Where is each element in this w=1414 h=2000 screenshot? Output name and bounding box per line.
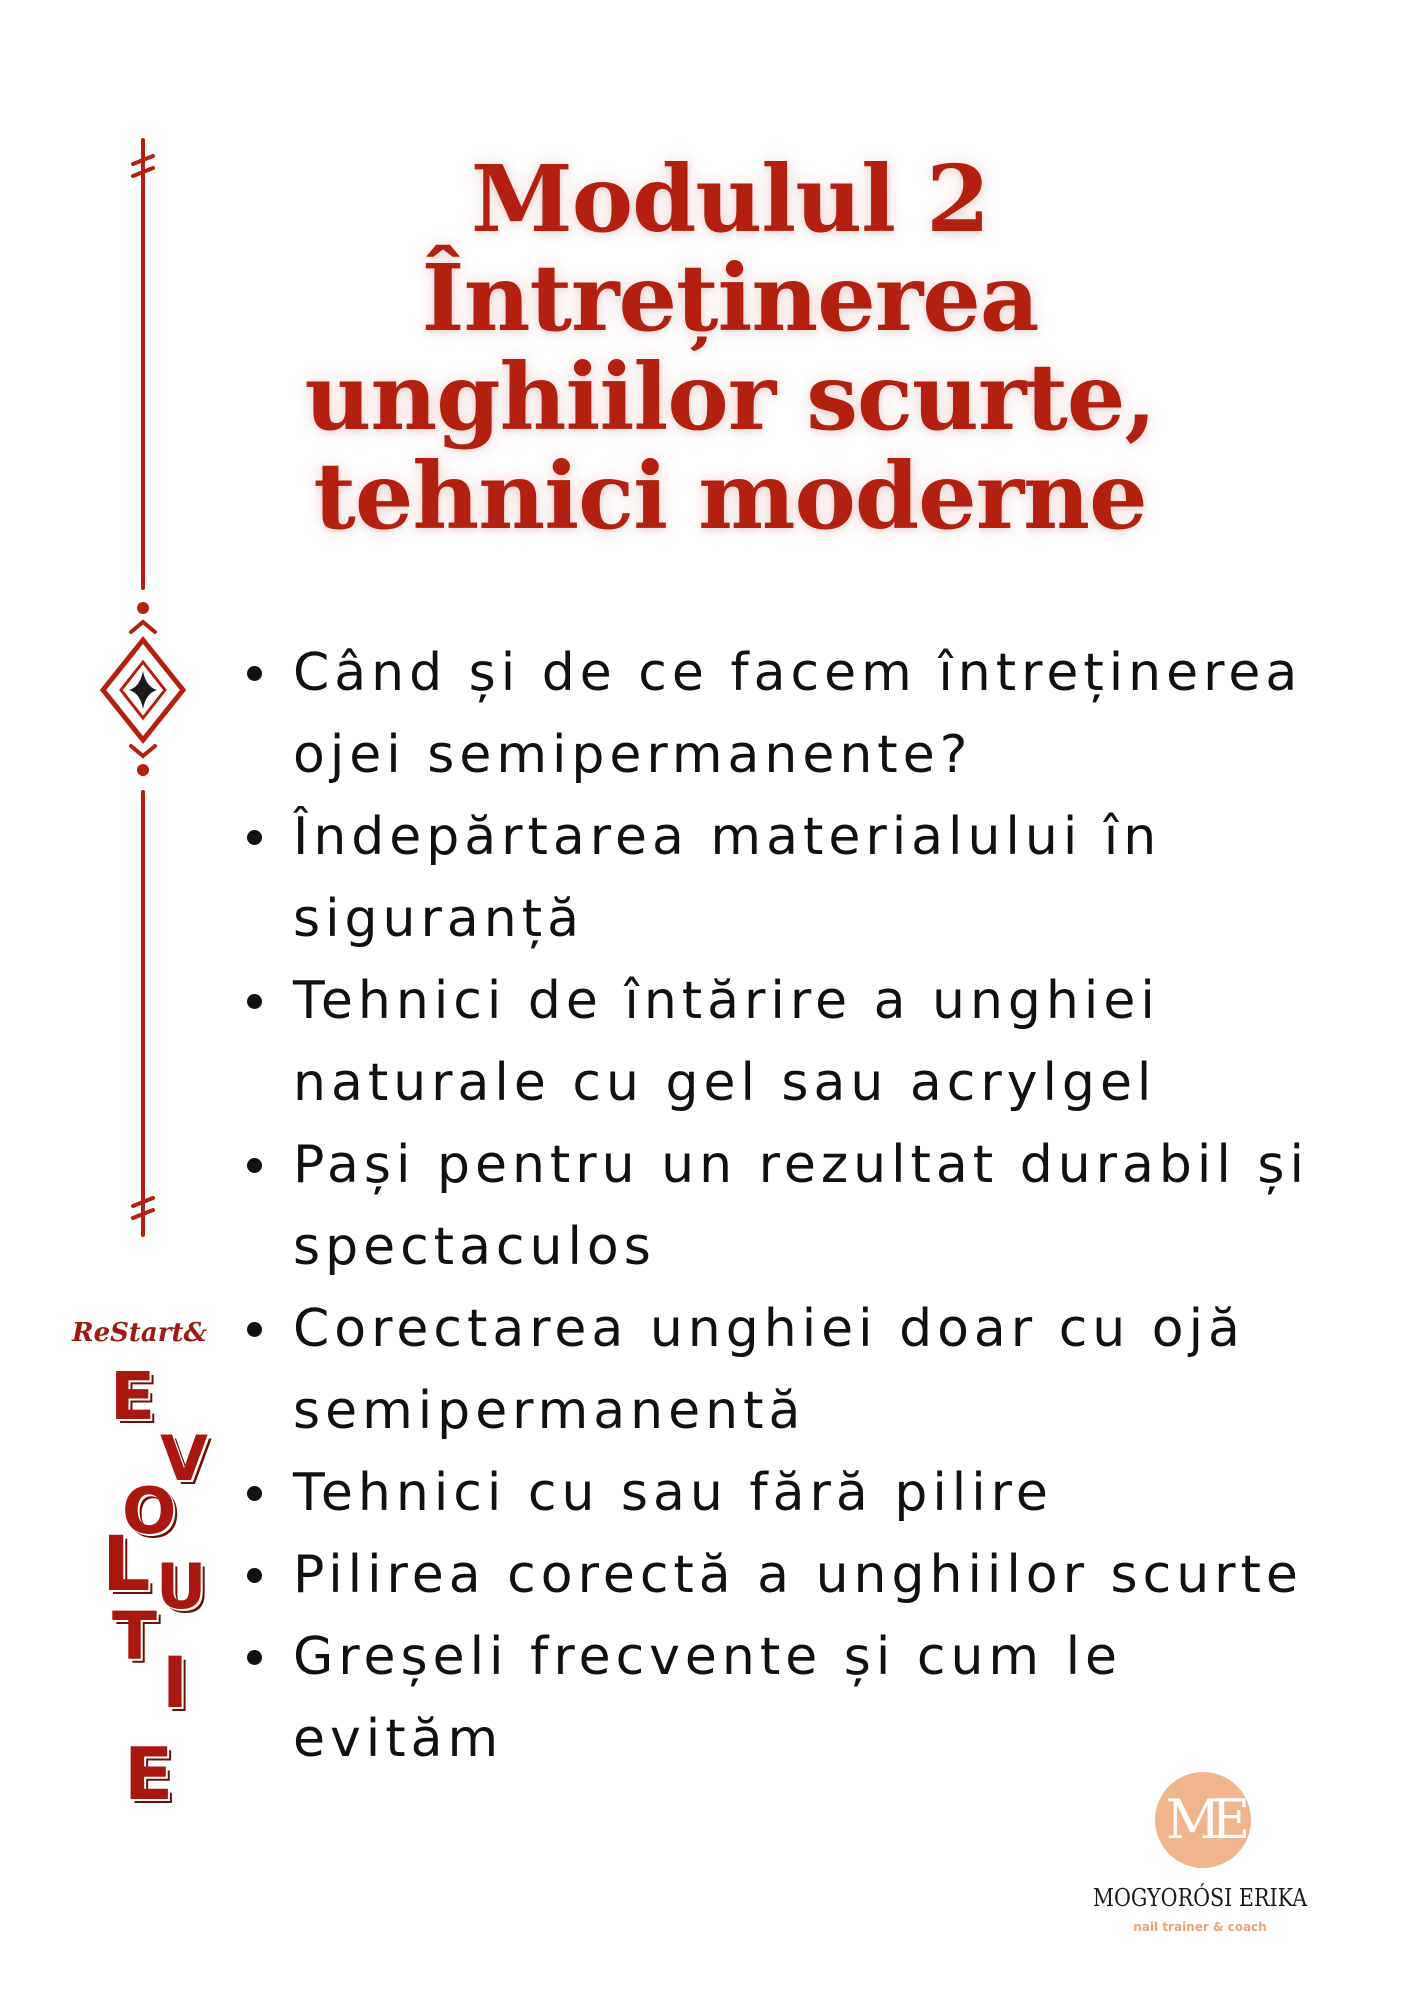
list-item-line: Îndepărtarea materialului în <box>293 807 1162 867</box>
author-logo <box>1060 1772 1340 1947</box>
list-item <box>235 1288 1355 1452</box>
evolutie-letter: E <box>110 1358 156 1435</box>
evolutie-logo <box>72 1318 222 1828</box>
list-item <box>235 1534 1355 1616</box>
list-item-line: ojei semipermanente? <box>293 725 973 785</box>
list-item-line: naturale cu gel sau acrylgel <box>293 1053 1157 1113</box>
divider-rule-icon <box>85 130 205 1250</box>
evolutie-letter: V <box>160 1422 208 1495</box>
bullet-icon <box>247 1158 262 1173</box>
list-item-line: spectaculos <box>293 1217 656 1277</box>
list-item-line: Când și de ce facem întreținerea <box>293 643 1303 703</box>
monogram-icon <box>1155 1772 1251 1868</box>
list-item-line: semipermanentă <box>293 1381 806 1441</box>
list-item <box>235 960 1355 1124</box>
evolutie-letter: O <box>122 1475 177 1549</box>
title-line: Modulul 2 <box>470 145 990 253</box>
bullet-icon <box>247 1568 262 1583</box>
list-item-line: Pilirea corectă a unghiilor scurte <box>293 1545 1303 1605</box>
list-item <box>235 1452 1355 1534</box>
title-line: Întreținerea <box>421 244 1039 352</box>
restart-label: ReStart& <box>72 1318 207 1348</box>
list-item-line: Corectarea unghiei doar cu ojă <box>293 1299 1245 1359</box>
bullet-icon <box>247 1322 262 1337</box>
topics-list <box>235 632 1355 1780</box>
page-title <box>300 145 1160 550</box>
bullet-icon <box>247 1486 262 1501</box>
monogram-text: ME <box>1165 1788 1241 1851</box>
title-line: unghiilor scurte, <box>304 343 1156 451</box>
author-name: MOGYORÓSI ERIKA <box>1092 1884 1308 1912</box>
list-item-line: Pași pentru un rezultat durabil și <box>293 1135 1309 1195</box>
list-item-line: Tehnici cu sau fără pilire <box>293 1463 1053 1523</box>
list-item-line: Greșeli frecvente și cum le <box>293 1627 1123 1687</box>
list-item <box>235 1616 1355 1780</box>
bullet-icon <box>247 666 262 681</box>
title-line: tehnici moderne <box>313 442 1147 550</box>
author-tagline: nail trainer & coach <box>1133 1920 1267 1934</box>
evolutie-letter: L <box>102 1519 151 1608</box>
list-item-line: siguranță <box>293 889 584 949</box>
list-item-line: evităm <box>293 1709 504 1769</box>
evolutie-letter: E <box>124 1732 174 1816</box>
bullet-icon <box>247 830 262 845</box>
list-item <box>235 796 1355 960</box>
evolutie-letter: T <box>112 1598 158 1675</box>
evolutie-letter: U <box>156 1550 207 1623</box>
evolutie-letter: I <box>162 1642 189 1724</box>
list-item <box>235 1124 1355 1288</box>
list-item <box>235 632 1355 796</box>
list-item-line: Tehnici de întărire a unghiei <box>293 971 1160 1031</box>
bullet-icon <box>247 1650 262 1665</box>
bullet-icon <box>247 994 262 1009</box>
